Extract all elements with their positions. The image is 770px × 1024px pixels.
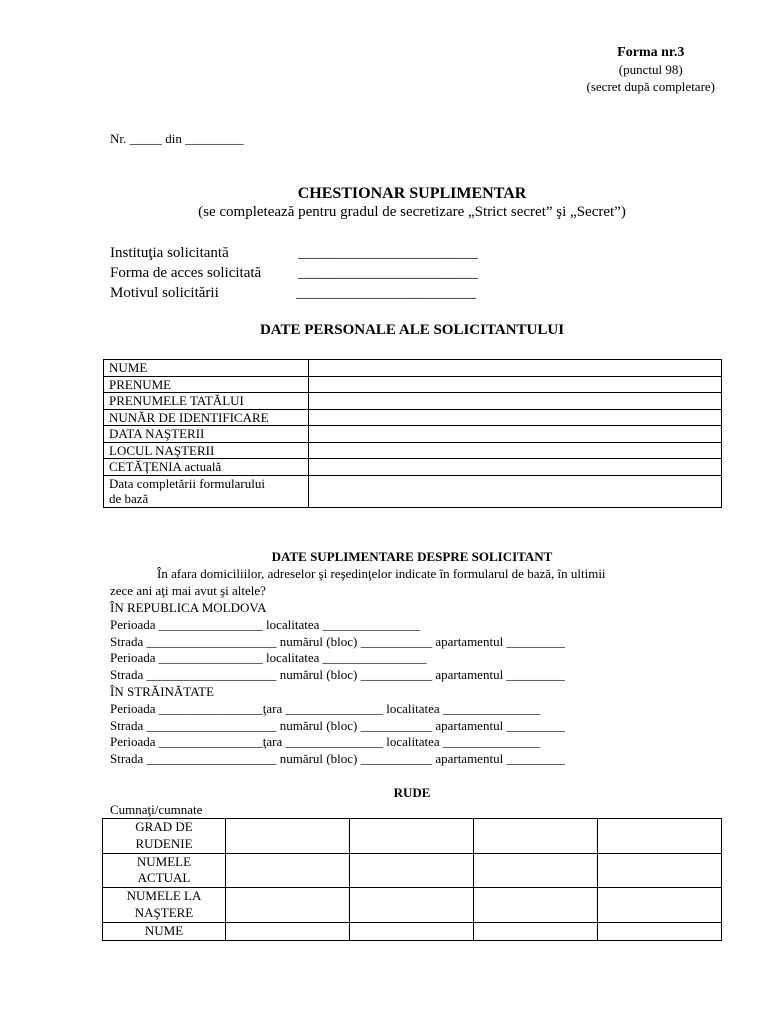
form-point: (punctul 98): [618, 62, 683, 77]
table-cell[interactable]: [474, 888, 598, 923]
row-label-name: [103, 922, 226, 940]
request-fields: [110, 243, 478, 303]
request-label: Instituţia solicitantă: [110, 245, 229, 261]
row-value-id-number[interactable]: [309, 409, 722, 426]
row-label-birth-place: LOCUL NAŞTERII: [104, 442, 309, 459]
row-value-name[interactable]: [309, 360, 722, 377]
moldova-street-line[interactable]: Strada ____________________ numărul (bloc) ___________ apartamentul _________: [110, 667, 565, 682]
row-label-id-number: NUNĂR DE IDENTIFICARE: [104, 409, 309, 426]
relatives-table: [102, 818, 722, 941]
table-cell[interactable]: [226, 819, 350, 854]
table-cell[interactable]: [350, 819, 474, 854]
table-row: [103, 819, 722, 854]
form-number: Forma nr.3: [617, 45, 685, 60]
table-cell[interactable]: [598, 853, 722, 888]
moldova-period-line[interactable]: Perioada ________________ localitatea _______________: [110, 617, 421, 632]
page-title: CHESTIONAR SUPLIMENTAR: [297, 185, 527, 202]
rude-section-title: RUDE: [393, 785, 431, 800]
row-label-name: NUME: [104, 360, 309, 377]
table-row: [104, 393, 722, 410]
row-label-current-name: [103, 853, 226, 888]
table-cell[interactable]: [350, 853, 474, 888]
table-row: [104, 426, 722, 443]
table-cell[interactable]: [226, 888, 350, 923]
table-row: [104, 475, 722, 507]
table-cell[interactable]: [474, 922, 598, 940]
row-value-completion-date[interactable]: [309, 475, 722, 507]
row-label-citizenship: CETĂŢENIA actuală: [104, 459, 309, 476]
row-label-father-name: PRENUMELE TATĂLUI: [104, 393, 309, 410]
row-value-father-name[interactable]: [309, 393, 722, 410]
row-label-line: Data completării formularului: [109, 475, 265, 491]
extra-intro-line: În afara domiciliilor, adreselor şi reşedinţelor indicate în formularul de bază, în ultimii: [157, 566, 606, 581]
request-blank[interactable]: ________________________: [296, 285, 476, 301]
table-row: [104, 459, 722, 476]
table-cell[interactable]: [474, 819, 598, 854]
moldova-street-line[interactable]: Strada ____________________ numărul (bloc) ___________ apartamentul _________: [110, 634, 565, 649]
rude-subtitle: Cumnaţi/cumnate: [110, 802, 203, 817]
abroad-street-line[interactable]: Strada ____________________ numărul (bloc) ___________ apartamentul _________: [110, 718, 565, 733]
table-row: [104, 409, 722, 426]
row-label-birth-date: DATA NAŞTERII: [104, 426, 309, 443]
row-label-line: NUMELE: [136, 853, 192, 869]
row-label-line: NUME: [144, 922, 184, 938]
row-value-birth-place[interactable]: [309, 442, 722, 459]
table-cell[interactable]: [598, 819, 722, 854]
row-label-line: GRAD DE: [135, 819, 193, 834]
row-value-birth-date[interactable]: [309, 426, 722, 443]
extra-section-title: DATE SUPLIMENTARE DESPRE SOLICITANT: [271, 549, 553, 564]
request-label: Motivul solicitării: [110, 285, 219, 301]
row-label-line: RUDENIE: [135, 835, 193, 851]
row-label-completion-date: [104, 475, 309, 507]
table-row: [103, 922, 722, 940]
secret-note: (secret după completare): [586, 79, 715, 94]
row-label-line: de bază: [109, 491, 149, 506]
row-label-line: NAŞTERE: [134, 904, 194, 920]
form-header: [587, 44, 715, 95]
abroad-heading: ÎN STRĂINĂTATE: [110, 684, 215, 699]
table-row: [103, 888, 722, 923]
table-row: [103, 853, 722, 888]
table-cell[interactable]: [350, 922, 474, 940]
request-field-institution: [110, 243, 478, 263]
row-label-first-name: PRENUME: [104, 376, 309, 393]
moldova-heading: ÎN REPUBLICA MOLDOVA: [110, 600, 267, 615]
table-cell[interactable]: [226, 922, 350, 940]
row-label-birth-name: [103, 888, 226, 923]
table-row: [104, 360, 722, 377]
request-label: Forma de acces solicitată: [110, 265, 262, 281]
request-field-reason: [110, 283, 478, 303]
page-subtitle: (se completează pentru gradul de secretizare „Strict secret” şi „Secret”): [198, 204, 626, 220]
table-row: [104, 376, 722, 393]
table-row: [104, 442, 722, 459]
row-value-first-name[interactable]: [309, 376, 722, 393]
table-cell[interactable]: [598, 888, 722, 923]
request-field-access-form: [110, 263, 478, 283]
personal-section-title: DATE PERSONALE ALE SOLICITANTULUI: [259, 322, 565, 338]
abroad-street-line[interactable]: Strada ____________________ numărul (bloc) ___________ apartamentul _________: [110, 751, 565, 766]
table-cell[interactable]: [226, 853, 350, 888]
personal-data-table: [103, 359, 722, 508]
moldova-period-line[interactable]: Perioada ________________ localitatea ________________: [110, 650, 427, 665]
row-label-line: ACTUAL: [137, 870, 191, 886]
row-label-kinship: [103, 819, 226, 854]
abroad-period-line[interactable]: Perioada ________________ţara _______________ localitatea _______________: [110, 701, 541, 716]
request-blank[interactable]: ________________________: [298, 265, 478, 281]
table-cell[interactable]: [598, 922, 722, 940]
table-cell[interactable]: [474, 853, 598, 888]
request-blank[interactable]: ________________________: [298, 245, 478, 261]
extra-intro-line: zece ani aţi mai avut şi altele?: [110, 583, 266, 598]
registration-line: Nr. _____ din _________: [110, 131, 244, 146]
table-cell[interactable]: [350, 888, 474, 923]
row-label-line: NUMELE LA: [126, 888, 202, 904]
row-value-citizenship[interactable]: [309, 459, 722, 476]
abroad-period-line[interactable]: Perioada ________________ţara _______________ localitatea _______________: [110, 734, 541, 749]
